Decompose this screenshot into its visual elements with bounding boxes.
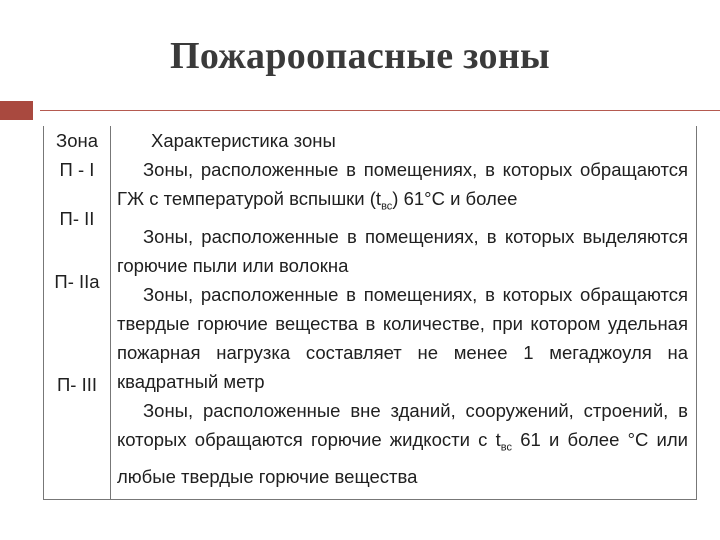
subscript-text: вс	[500, 441, 512, 454]
description-cell	[111, 155, 697, 500]
zone-label: П - I	[59, 159, 95, 180]
description-text: Зоны, расположенные в помещениях, в которых обращаются ГЖ с температурой вспышки (t	[117, 159, 688, 209]
description-text: Зоны, расположенные вне зданий, сооружений, строений, в которых обращаются горючие жидкости с t	[117, 399, 688, 450]
header-description: Характеристика зоны	[111, 126, 697, 155]
accent-divider	[40, 110, 720, 111]
table-header-row	[44, 126, 697, 155]
description-text: ) 61°С и более	[392, 188, 518, 209]
zone-label: П- IIa	[54, 271, 100, 292]
description-text: 61 и более °С или любые твердые горючие вещества	[117, 428, 689, 488]
zone-description-p1	[117, 155, 688, 222]
fire-zones-table	[43, 126, 697, 500]
header-zone: Зона	[44, 126, 111, 155]
table-row	[44, 155, 697, 500]
slide-title: Пожароопасные зоны	[169, 35, 550, 77]
zone-description-p2a: Зоны, расположенные в помещениях, в которых обращаются твердые горючие вещества в количестве, при котором удельная пожарная нагрузка составляет не менее 1 мегаджоуля на квадратный метр	[117, 283, 688, 392]
accent-block	[0, 101, 33, 120]
zone-description-p2: Зоны, расположенные в помещениях, в которых выделяются горючие пыли или волокна	[117, 225, 688, 276]
zone-label: П- II	[59, 208, 95, 229]
zone-description-p3	[117, 396, 688, 492]
zone-label: П- III	[56, 374, 98, 395]
subscript-text: вс	[381, 200, 393, 213]
zone-cell-p1	[44, 155, 111, 500]
